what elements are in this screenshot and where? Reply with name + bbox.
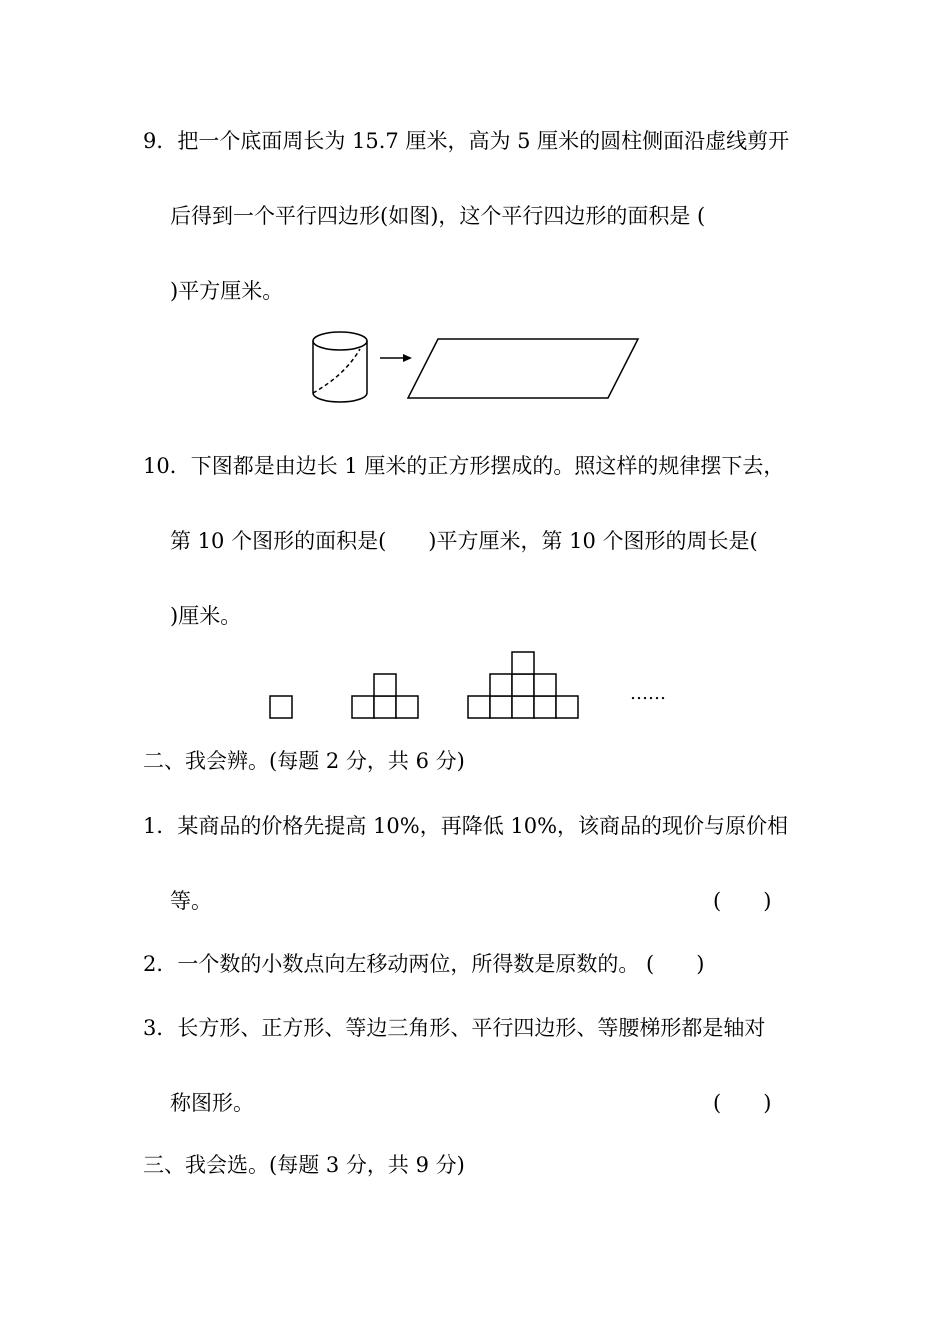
q9-line1: 9．把一个底面周长为 15.7 厘米，高为 5 厘米的圆柱侧面沿虚线剪开 — [143, 129, 790, 153]
cylinder-to-parallelogram-figure — [300, 325, 645, 410]
cylinder-icon — [313, 332, 367, 402]
section3-heading: 三、我会选。(每题 3 分，共 9 分) — [143, 1153, 465, 1177]
section2-heading: 二、我会辨。(每题 2 分，共 6 分) — [143, 749, 465, 773]
pattern-ellipsis: …… — [630, 683, 666, 704]
s2-item3-answer-paren: ( ) — [713, 1091, 772, 1115]
pattern-figure-1 — [270, 696, 292, 718]
square-pattern-figure — [265, 645, 595, 725]
q9-line2: 后得到一个平行四边形(如图)，这个平行四边形的面积是 ( — [170, 204, 706, 228]
s2-item1-line1: 1．某商品的价格先提高 10%，再降低 10%，该商品的现价与原价相 — [143, 814, 789, 838]
q9-line3: )平方厘米。 — [170, 279, 284, 303]
q10-line3: )厘米。 — [170, 604, 242, 628]
arrow-icon — [380, 354, 412, 362]
parallelogram-shape — [408, 339, 638, 398]
s2-item1-line2: 等。 — [170, 889, 212, 913]
s2-item1-answer-paren: ( ) — [713, 889, 772, 913]
q10-line2: 第 10 个图形的面积是( )平方厘米，第 10 个图形的周长是( — [170, 529, 758, 553]
s2-item3-line2: 称图形。 — [170, 1091, 254, 1115]
pattern-figure-3 — [468, 652, 578, 718]
pattern-figure-2 — [352, 674, 418, 718]
s2-item2-line1: 2．一个数的小数点向左移动两位，所得数是原数的。 ( ) — [143, 952, 705, 976]
q10-line1: 10．下图都是由边长 1 厘米的正方形摆成的。照这样的规律摆下去， — [143, 454, 785, 478]
s2-item3-line1: 3．长方形、正方形、等边三角形、平行四边形、等腰梯形都是轴对 — [143, 1016, 766, 1040]
